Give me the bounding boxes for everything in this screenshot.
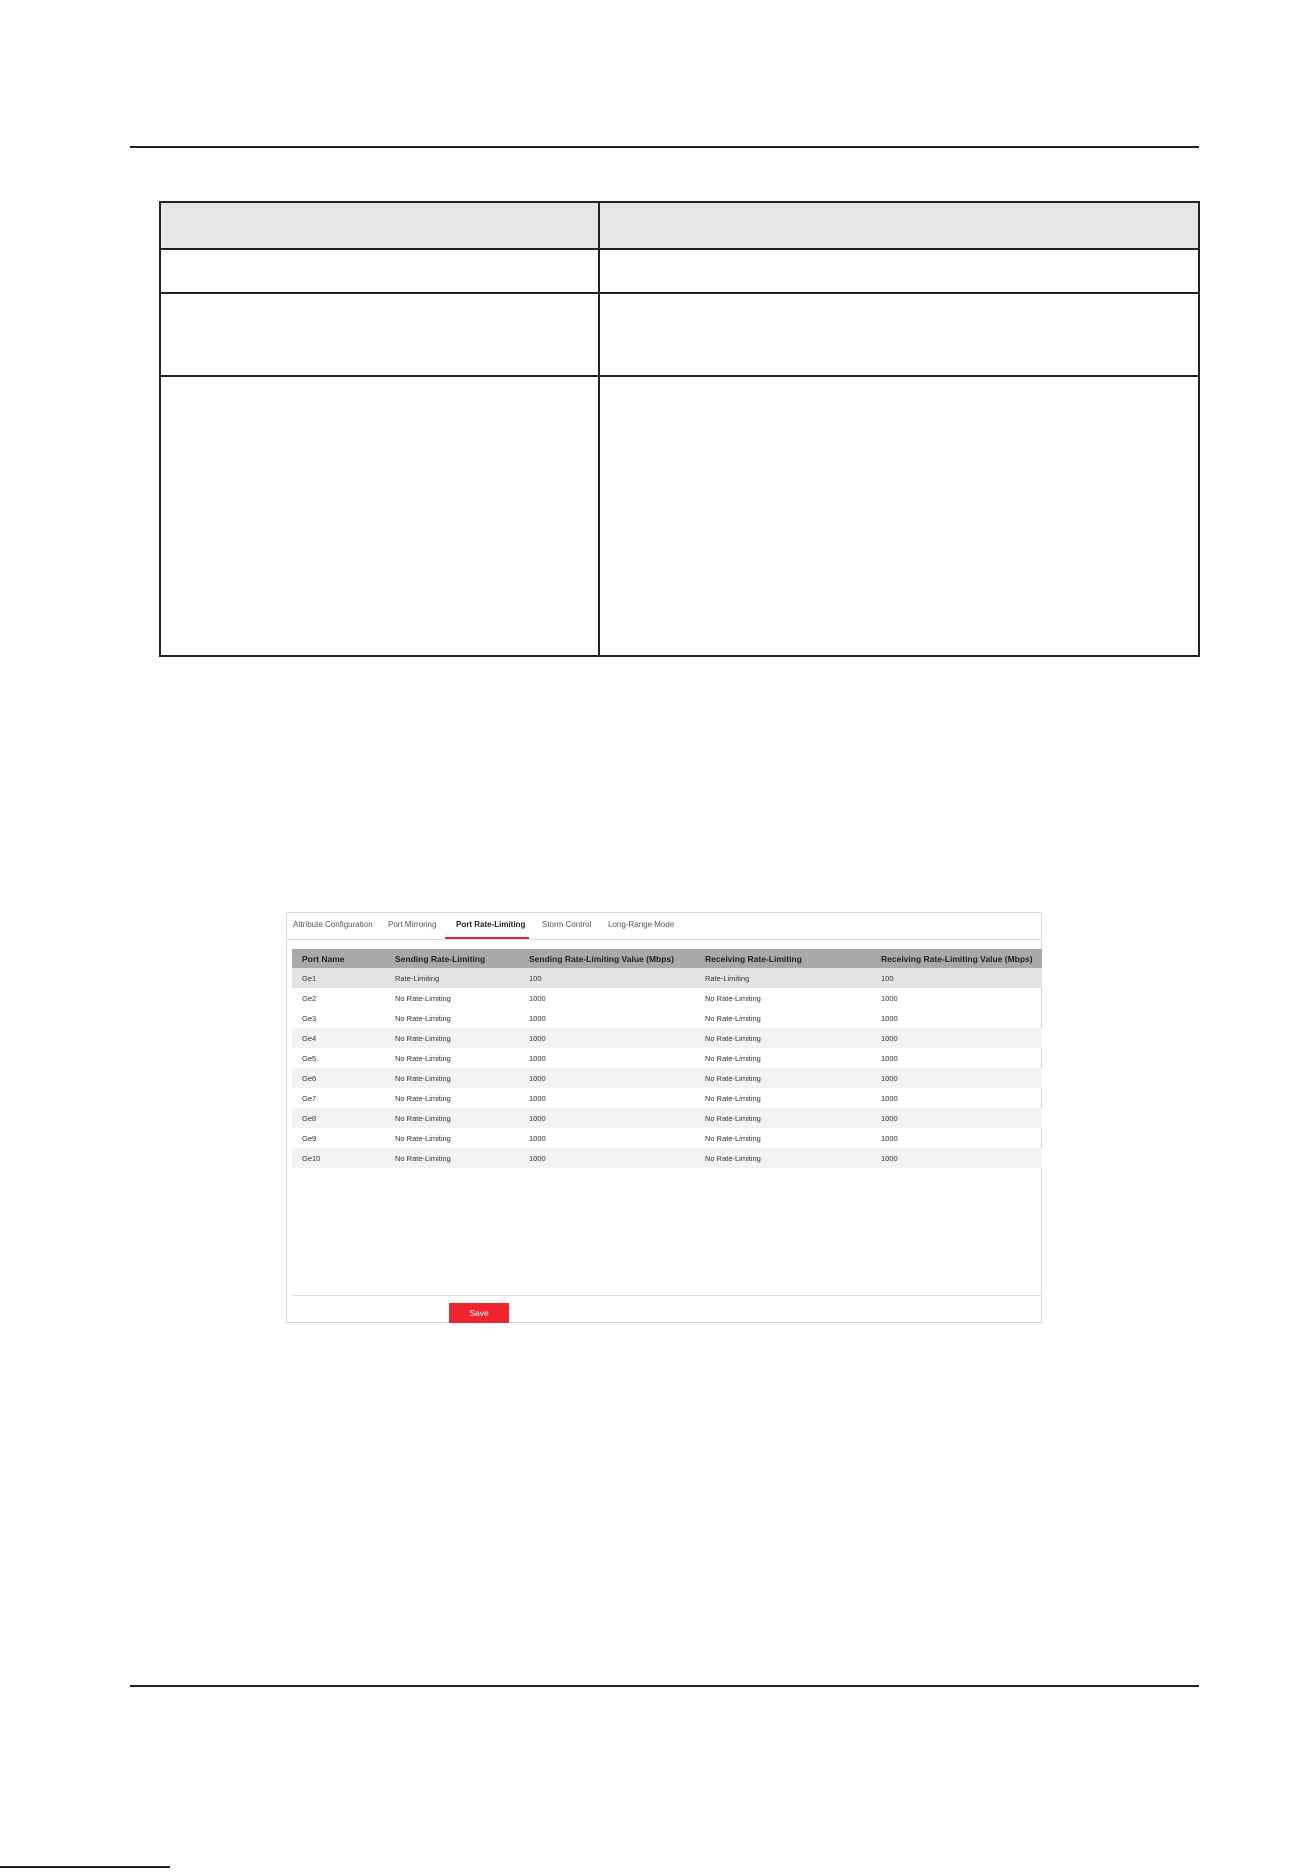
table-row[interactable] xyxy=(292,1048,1042,1068)
sending-mode-cell[interactable]: No Rate-Limiting xyxy=(385,1068,519,1088)
port-name-cell: Ge8 xyxy=(292,1108,385,1128)
sending-value-cell[interactable]: 1000 xyxy=(519,1148,695,1168)
document-table-row xyxy=(160,293,1199,376)
receiving-value-cell[interactable]: 1000 xyxy=(871,1028,1042,1048)
table-row[interactable] xyxy=(292,1148,1042,1168)
page-bottom-strip xyxy=(0,1866,170,1868)
tab-bar xyxy=(287,913,1041,940)
receiving-mode-cell[interactable]: No Rate-Limiting xyxy=(695,1148,871,1168)
column-header-receiving-rate-value: Receiving Rate-Limiting Value (Mbps) xyxy=(871,949,1042,968)
sending-value-cell[interactable]: 1000 xyxy=(519,1108,695,1128)
receiving-value-cell[interactable]: 1000 xyxy=(881,1013,898,1023)
receiving-mode-cell[interactable]: No Rate-Limiting xyxy=(695,1068,871,1088)
tab-attribute-configuration[interactable]: Attribute Configuration xyxy=(293,920,373,929)
receiving-value-cell[interactable]: 100 xyxy=(871,968,1042,988)
document-table-header-cell xyxy=(599,202,1199,249)
document-table-row xyxy=(160,249,1199,294)
table-row[interactable] xyxy=(292,1108,1042,1128)
receiving-value-cell[interactable]: 1000 xyxy=(871,1148,1042,1168)
tab-storm-control[interactable]: Storm Control xyxy=(542,920,592,929)
sending-mode-cell[interactable]: No Rate-Limiting xyxy=(395,1013,451,1023)
sending-value-cell[interactable]: 100 xyxy=(519,968,695,988)
table-row[interactable] xyxy=(292,1128,1042,1148)
sending-value-cell[interactable]: 1000 xyxy=(529,1013,546,1023)
sending-mode-cell[interactable]: Rate-Limiting xyxy=(385,968,519,988)
sending-mode-cell[interactable]: No Rate-Limiting xyxy=(395,1053,451,1063)
document-table-row xyxy=(160,376,1199,656)
receiving-mode-cell[interactable]: No Rate-Limiting xyxy=(705,1013,761,1023)
receiving-value-cell[interactable]: 1000 xyxy=(881,993,898,1003)
port-name-cell: Ge4 xyxy=(292,1028,385,1048)
column-header-sending-rate-limiting: Sending Rate-Limiting xyxy=(385,949,519,968)
sending-mode-cell[interactable]: No Rate-Limiting xyxy=(395,1093,451,1103)
document-table-cell xyxy=(160,249,599,294)
table-header-row xyxy=(292,949,1042,968)
port-name-cell: Ge7 xyxy=(302,1093,317,1103)
table-row[interactable] xyxy=(292,1028,1042,1048)
table-row[interactable] xyxy=(292,1068,1042,1088)
receiving-mode-cell[interactable]: No Rate-Limiting xyxy=(705,1133,761,1143)
port-name-cell: Ge5 xyxy=(302,1053,317,1063)
port-name-cell: Ge6 xyxy=(292,1068,385,1088)
footer-divider xyxy=(292,1295,1041,1296)
table-row[interactable] xyxy=(292,988,1042,1008)
port-rate-table xyxy=(292,949,1042,1168)
sending-mode-cell[interactable]: No Rate-Limiting xyxy=(385,1028,519,1048)
active-tab-indicator xyxy=(445,937,529,939)
sending-mode-cell[interactable]: No Rate-Limiting xyxy=(385,1148,519,1168)
document-table xyxy=(159,201,1200,657)
tab-port-rate-limiting[interactable]: Port Rate-Limiting xyxy=(456,920,526,929)
port-rate-limiting-screenshot xyxy=(286,912,1042,1323)
document-table-cell xyxy=(160,293,599,376)
port-name-cell: Ge10 xyxy=(292,1148,385,1168)
receiving-value-cell[interactable]: 1000 xyxy=(871,1108,1042,1128)
receiving-mode-cell[interactable]: No Rate-Limiting xyxy=(705,1053,761,1063)
receiving-value-cell[interactable]: 1000 xyxy=(881,1093,898,1103)
port-name-cell: Ge1 xyxy=(292,968,385,988)
tab-port-mirroring[interactable]: Port Mirroring xyxy=(388,920,437,929)
document-table-cell xyxy=(599,376,1199,656)
column-header-receiving-rate-limiting: Receiving Rate-Limiting xyxy=(695,949,871,968)
footer-rule xyxy=(130,1685,1199,1687)
receiving-mode-cell[interactable]: No Rate-Limiting xyxy=(705,1093,761,1103)
header-rule xyxy=(130,146,1199,148)
sending-mode-cell[interactable]: No Rate-Limiting xyxy=(395,993,451,1003)
document-table-header-row xyxy=(160,202,1199,249)
table-row[interactable] xyxy=(292,1008,1042,1028)
document-table-header-cell xyxy=(160,202,599,249)
receiving-mode-cell[interactable]: Rate-Limiting xyxy=(695,968,871,988)
save-button[interactable]: Save xyxy=(449,1303,509,1323)
sending-value-cell[interactable]: 1000 xyxy=(519,1028,695,1048)
receiving-value-cell[interactable]: 1000 xyxy=(881,1053,898,1063)
receiving-mode-cell[interactable]: No Rate-Limiting xyxy=(695,1028,871,1048)
sending-value-cell[interactable]: 1000 xyxy=(529,1093,546,1103)
document-table-cell xyxy=(599,249,1199,294)
port-name-cell: Ge9 xyxy=(302,1133,317,1143)
column-header-port-name: Port Name xyxy=(292,949,385,968)
sending-mode-cell[interactable]: No Rate-Limiting xyxy=(395,1133,451,1143)
document-table-cell xyxy=(160,376,599,656)
table-row[interactable] xyxy=(292,1088,1042,1108)
sending-value-cell[interactable]: 1000 xyxy=(529,1053,546,1063)
table-row[interactable] xyxy=(292,968,1042,988)
receiving-value-cell[interactable]: 1000 xyxy=(871,1068,1042,1088)
tab-long-range-mode[interactable]: Long-Range Mode xyxy=(608,920,675,929)
column-header-sending-rate-value: Sending Rate-Limiting Value (Mbps) xyxy=(519,949,695,968)
receiving-value-cell[interactable]: 1000 xyxy=(881,1133,898,1143)
receiving-mode-cell[interactable]: No Rate-Limiting xyxy=(705,993,761,1003)
receiving-mode-cell[interactable]: No Rate-Limiting xyxy=(695,1108,871,1128)
sending-value-cell[interactable]: 1000 xyxy=(519,1068,695,1088)
sending-value-cell[interactable]: 1000 xyxy=(529,1133,546,1143)
sending-value-cell[interactable]: 1000 xyxy=(529,993,546,1003)
port-name-cell: Ge3 xyxy=(302,1013,317,1023)
document-table-cell xyxy=(599,293,1199,376)
sending-mode-cell[interactable]: No Rate-Limiting xyxy=(385,1108,519,1128)
port-name-cell: Ge2 xyxy=(302,993,317,1003)
